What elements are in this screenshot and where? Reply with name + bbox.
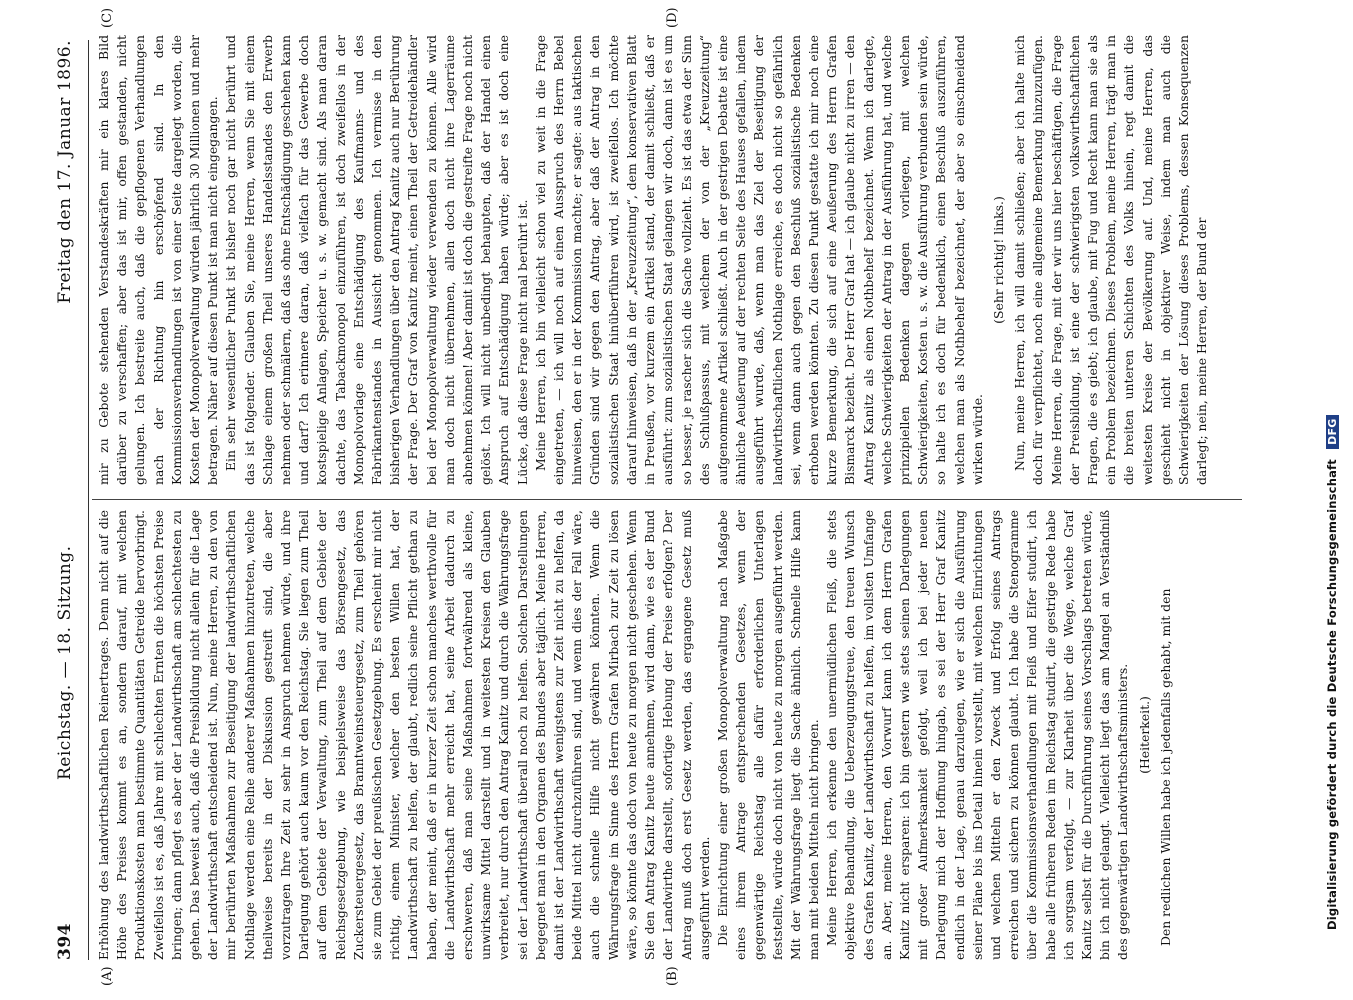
margin-letter-d: (D): [665, 7, 680, 28]
page-number: 394: [55, 923, 75, 960]
paragraph: Meine Herren, ich bin vielleicht schon viel zu weit in die Frage eingetreten, — ich will noch auf einen Ausspruch des Herrn Bebel hinweisen, den er in der Kommission machte; er sagte: aus taktischen Gründen sind wir gegen den Antrag, aber daß der Antrag in den sozialistischen Staat hinüberführen wird, ist zweifellos. Ich möchte darauf hinweisen, daß in der „Kreuzzeitung“, dem konservativen Blatt in Preußen, vor kurzem ein Artikel stand, der damit schließt, daß er ausführt: zum sozialistischen Staat gelangen wir doch, dann ist es um so besser, je rascher sich die Sache vollzieht. Es ist das etwa der Sinn des Schlußpassus, mit welchem der von der „Kreuzzeitung“ aufgenommene Artikel schließt. Auch in der gestrigen Debatte ist eine ähnliche Aeußerung auf der rechten Seite des Hauses gefallen, indem ausgeführt wurde, daß, wenn man das Ziel der Beseitigung der landwirthschaftlichen Nothlage erreiche, es doch nicht so gefährlich sei, wenn dann auch gegen den Beschluß sozialistische Bedenken erhoben werden könnten. Zu diesen Punkt gestatte ich mir noch eine kurze Bemerkung, die sich auf eine Aeußerung des Herrn Grafen Bismarck bezieht. Der Herr Graf hat — ich glaube nicht zu irren — den Antrag Kanitz als einen Nothbehelf bezeichnet. Wenn ich darlegte, welche Schwierigkeiten der Antrag in der Ausführung hat, und welche prinzipiellen Bedenken dagegen vorliegen, mit welchen Schwierigkeiten, Kosten u. s. w. die Ausführung verbunden sein würde, so halte ich es doch für bedenklich, einen Beschluß auszuführen, welchen man als Nothbehelf bezeichnet, der aber so einschneidend wirken würde.: [532, 35, 985, 485]
margin-letter-b: (B): [665, 966, 680, 986]
page-header: [55, 40, 85, 960]
session-title: Reichstag. — 18. Sitzung.: [55, 545, 75, 780]
margin-letter-a: (A): [100, 966, 115, 986]
digitization-text: Digitalisierung gefördert durch die Deutsche Forschungsgemeinschaft: [1325, 459, 1339, 930]
paragraph: mir zu Gebote stehenden Verstandeskräften mir ein klares Bild darüber zu verschaffen; aber das ist mir, offen gestanden, nicht gelungen. Ich bestreite auch, daß die gepflogenen Verhandlungen nach der Richtung hin erschöpfend sind. In den Kommissionsverhandlungen ist von einer Seite dargelegt worden, die Kosten der Monopolverwaltung würden jährlich 30 Millionen und mehr betragen. Näher auf diesen Punkt ist man nicht eingegangen.: [96, 35, 221, 485]
paragraph: Ein sehr wesentlicher Punkt ist bisher noch gar nicht berührt und das ist folgender. Glauben Sie, meine Herren, wenn Sie mit einem Schlage einem großen Theil unseres Handelsstandes den Erwerb nehmen oder schmälern, daß das ohne Entschädigung geschehen kann und darf? Ich erinnere daran, daß vielfach für das Gewerbe doch kostspielige Anlagen, Speicher u. s. w. gemacht sind. Als man daran dachte, das Tabackmonopol einzuführen, ist doch zweifellos in der Monopolvorlage eine Entschädigung des Kaufmanns- und des Fabrikantenstandes in Aussicht genommen. Ich vermisse in den bisherigen Verhandlungen über den Antrag Kanitz auch nur Berührung der Frage. Der Graf von Kanitz meint, einen Theil der Getreidehändler bei der Monopolverwaltung wieder verwenden zu können. Alle wird man doch nicht übernehmen, allen doch nicht ihre Lagerräume abnehmen können! Aber damit ist doch die gestreifte Frage noch nicht gelöst. Ich will nicht unbedingt behaupten, daß der Handel einen Anspruch auf Entschädigung haben würde; aber es ist doch eine Lücke, daß diese Frage nicht mal berührt ist.: [223, 35, 530, 485]
paragraph: Erhöhung des landwirthschaftlichen Reinertrages. Denn nicht auf die Höhe des Preises kommt es an, sondern darauf, mit welchen Produktionskosten man bestimmte Quantitäten Getreide hervorbringt. Zweifellos ist es, daß Jahre mit schlechten Ernten die höchsten Preise bringen; dann pflegt es aber der Landwirthschaft am schlechtesten zu gehen. Das beweist auch, daß die Preisbildung nicht allein für die Lage der Landwirthschaft entscheidend ist. Nun, meine Herren, zu den von mir berührten Maßnahmen zur Beseitigung der landwirthschaftlichen Nothlage werden eine Reihe anderer Maßnahmen hinzutreten, welche theilweise bereits in der Diskussion gestreift sind, die aber vorzutragen Ihre Zeit zu sehr in Anspruch nehmen würde, und ihre Darlegung gehört auch kaum vor den Reichstag. Sie liegen zum Theil auf dem Gebiete der Verwaltung, zum Theil auf dem Gebiete der Reichsgesetzgebung, wie beispielsweise das Börsengesetz, das Zuckersteuergesetz, das Branntweinsteuergesetz, zum Theil gehören sie zum Gebiet der preußischen Gesetzgebung. Es erscheint mir nicht richtig, einem Minister, welcher den besten Willen hat, der Landwirthschaft zu helfen, der glaubt, redlich seine Pflicht gethan zu haben, der meint, daß er in kurzer Zeit schon manches werthvolle für die Landwirthschaft mehr erreicht hat, seine Arbeit dadurch zu erschweren, daß man seine Maßnahmen fortwährend als kleine, unwirksame Mittel darstellt und in weitesten Kreisen den Glauben verbreitet, nur durch den Antrag Kanitz und durch die Währungsfrage sei der Landwirthschaft überall noch zu helfen. Solchen Darstellungen begegnet man in den Organen des Bundes aber täglich. Meine Herren, damit ist der Landwirthschaft wenigstens zur Zeit nicht zu helfen, da beide Mittel nicht durchzuführen sind, und wenn dies der Fall wäre, auch die schnelle Hilfe nicht gewähren könnten. Wenn die Währungsfrage im Sinne des Herrn Grafen Mirbach zur Zeit zu lösen wäre, so könnte das doch von heute zu morgen nicht geschehen. Wenn Sie den Antrag Kanitz heute annehmen, wird dann, wie es der Bund der Landwirthe darstellt, sofortige Hebung der Preise erfolgen? Der Antrag muß doch erst Gesetz werden, das ergangene Gesetz muß ausgeführt werden.: [96, 510, 712, 960]
dfg-logo: DFG: [1326, 415, 1339, 449]
right-column: [95, 35, 1245, 485]
interjection: (Heiterkeit.): [1136, 696, 1152, 774]
paragraph: Die Einrichtung einer großen Monopolverwaltung nach Maßgabe eines ihrem Antrage entsprechenden Gesetzes, wenn der gegenwärtige Reichstag alle dafür erforderlichen Unterlagen feststellte, würde doch nicht von heute zu morgen ausgeführt werden. Mit der Währungsfrage liegt die Sache ähnlich. Schnelle Hilfe kann man mit beiden Mitteln nicht bringen.: [714, 510, 821, 960]
header-rule: [88, 40, 89, 960]
paragraph: Den redlichen Willen habe ich jedenfalls gehabt, mit den: [1157, 588, 1173, 946]
digitization-notice: [1325, 30, 1339, 930]
paragraph: Nun, meine Herren, ich will damit schließen; aber ich halte mich doch für verpflichtet, noch eine allgemeine Bemerkung hinzuzufügen. Meine Herren, die Frage, mit der wir uns hier beschäftigen, die Frage der Preisbildung, ist eine der schwierigsten volkswirthschaftlichen Fragen, die es giebt; ich glaube, mit Fug und Recht kann man sie als ein Problem bezeichnen. Dieses Problem, meine Herren, trägt man in die breiten unteren Schichten des Volks hinein, regt damit die weitesten Kreise der Bevölkerung auf. Und, meine Herren, das geschieht nicht in objektiver Weise, indem man auch die Schwierigkeiten der Lösung dieses Problems, dessen Konsequenzen darlegt; nein, meine Herren, der Bund der: [1012, 35, 1210, 485]
paragraph: Meine Herren, ich erkenne den unermüdlichen Fleiß, die stets objektive Behandlung, die Ueberzeugungstreue, den treuen Wunsch des Grafen Kanitz, der Landwirthschaft zu helfen, im vollsten Umfange an. Aber, meine Herren, den Vorwurf kann ich dem Herrn Grafen Kanitz nicht ersparen: ich bin gestern wie stets seinen Darlegungen mit großer Aufmerksamkeit gefolgt, weil ich bei jeder neuen Darlegung mich der Hoffnung hingab, es sei der Herr Graf Kanitz endlich in der Lage, genau darzulegen, wie er sich die Ausführung seiner Pläne bis ins Detail hinein vorstellt, mit welchen Einrichtungen und welchen Mitteln er den Zweck und Erfolg seines Antrags erreichen und sichern zu können glaubt. Ich habe die Stenogramme über die Kommissionsverhandlungen mit Fleiß und Eifer studirt, ich habe alle früheren Reden im Reichstag studirt, die gestrige Rede habe ich sorgsam verfolgt, — zur Klarheit über die Wege, welche Graf Kanitz selbst für die Durchführung seines Vorschlags betreten würde, bin ich nicht gelangt. Vielleicht liegt das am Mangel an Verständniß des gegenwärtigen Landwirthschaftsministers.: [824, 510, 1131, 960]
margin-letter-c: (C): [100, 7, 115, 28]
left-column: [95, 510, 1245, 960]
interjection: (Sehr richtig! links.): [990, 196, 1006, 324]
column-rule: [92, 499, 1242, 500]
session-date: Freitag den 17. Januar 1896.: [55, 40, 75, 304]
